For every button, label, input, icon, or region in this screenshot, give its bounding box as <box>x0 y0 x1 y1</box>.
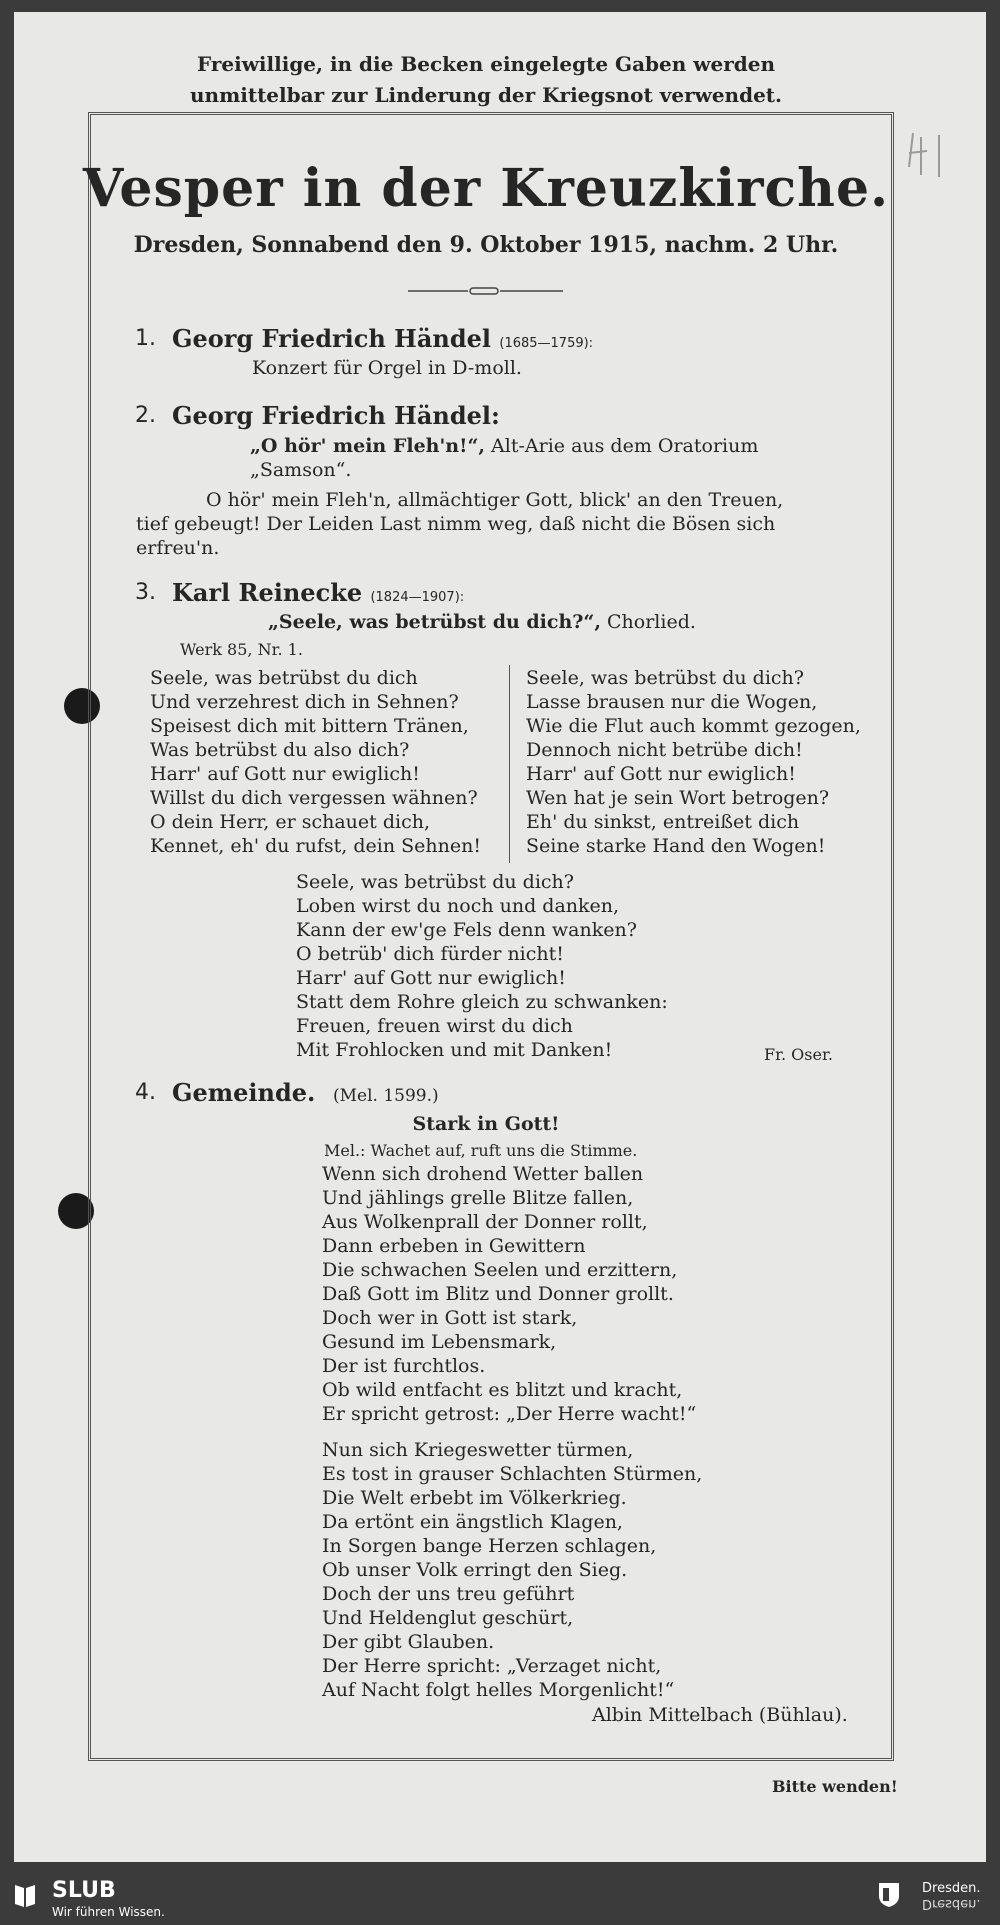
stanza-line: Speisest dich mit bittern Tränen, <box>150 715 469 737</box>
item-number: 4. <box>135 1080 156 1105</box>
stanza-line: Seele, was betrübst du dich? <box>296 871 574 893</box>
hymn-author: Albin Mittelbach (Bühlau). <box>592 1704 848 1726</box>
verse-line: Doch wer in Gott ist stark, <box>322 1307 578 1329</box>
stanza-line: O betrüb' dich fürder nicht! <box>296 943 564 965</box>
verse-line: Es tost in grauser Schlachten Stürmen, <box>322 1463 703 1485</box>
stanza-line: Seele, was betrübst du dich <box>150 667 418 689</box>
hymn-title: Stark in Gott! <box>412 1113 560 1135</box>
chorale-author: Fr. Oser. <box>764 1045 833 1064</box>
stanza-line: Eh' du sinkst, entreißet dich <box>526 811 800 833</box>
item-composer: Gemeinde. <box>172 1078 316 1107</box>
verse-line: Der ist furchtlos. <box>322 1355 486 1377</box>
stanza-line: Freuen, freuen wirst du dich <box>296 1015 573 1037</box>
item-composer: Georg Friedrich Händel: <box>172 401 500 430</box>
verse-line: Ob unser Volk erringt den Sieg. <box>322 1559 628 1581</box>
verse-line: Gesund im Lebensmark, <box>322 1331 557 1353</box>
verse-line: Da ertönt ein ängstlich Klagen, <box>322 1511 623 1533</box>
verse-line: Dann erbeben in Gewittern <box>322 1235 586 1257</box>
verse-line: In Sorgen bange Herzen schlagen, <box>322 1535 657 1557</box>
verse-line: Und Heldenglut geschürt, <box>322 1607 574 1629</box>
stanza-line: Dennoch nicht betrübe dich! <box>526 739 803 761</box>
composer-dates: (1685—1759): <box>499 336 594 351</box>
item-number: 3. <box>135 580 156 605</box>
verse-line: Wenn sich drohend Wetter ballen <box>322 1163 644 1185</box>
stanza-line: Harr' auf Gott nur ewiglich! <box>296 967 566 989</box>
verse-line: Der Herre spricht: „Verzaget nicht, <box>322 1655 662 1677</box>
page-title: Vesper in der Kreuzkirche. <box>82 158 890 219</box>
verse-line: Doch der uns treu geführt <box>322 1583 575 1605</box>
verse-line: Er spricht getrost: „Der Herre wacht!“ <box>322 1403 697 1425</box>
aria-text-line: O hör' mein Fleh'n, allmächtiger Gott, blick' an den Treuen, <box>206 489 784 511</box>
item-work-line-2: „Samson“. <box>250 459 352 481</box>
stanza-line: Wen hat je sein Wort betrogen? <box>526 787 830 809</box>
stanza-line: Willst du dich vergessen wähnen? <box>150 787 478 809</box>
column-divider <box>509 665 510 863</box>
aria-text-line: erfreu'n. <box>136 537 220 559</box>
melody-reference: (Mel. 1599.) <box>333 1086 439 1106</box>
stanza-line: Was betrübst du also dich? <box>150 739 410 761</box>
slub-tagline: Wir führen Wissen. <box>52 1905 165 1919</box>
item-composer: Georg Friedrich Händel (1685—1759): <box>172 324 594 353</box>
verse-line: Die schwachen Seelen und erzittern, <box>322 1259 678 1281</box>
stanza-line: Loben wirst du noch und danken, <box>296 895 620 917</box>
item-work: „Seele, was betrübst du dich?“, Chorlied. <box>268 611 696 633</box>
stanza-line: Lasse brausen nur die Wogen, <box>526 691 818 713</box>
stanza-line: Harr' auf Gott nur ewiglich! <box>150 763 420 785</box>
verse-line: Die Welt erbebt im Völkerkrieg. <box>322 1487 627 1509</box>
verse-line: Ob wild entfacht es blitzt und kracht, <box>322 1379 683 1401</box>
stanza-line: Seine starke Hand den Wogen! <box>526 835 826 857</box>
slub-logo[interactable]: SLUB <box>52 1878 116 1903</box>
dresden-crest-icon <box>878 1882 900 1908</box>
stanza-line: Harr' auf Gott nur ewiglich! <box>526 763 796 785</box>
item-number: 2. <box>135 403 156 428</box>
stanza-line: Kennet, eh' du rufst, dein Sehnen! <box>150 835 481 857</box>
opus-number: Werk 85, Nr. 1. <box>180 640 303 659</box>
donation-notice-line-1: Freiwillige, in die Becken eingelegte Gaben werden <box>197 52 775 76</box>
aria-text-line: tief gebeugt! Der Leiden Last nimm weg, daß nicht die Bösen sich <box>136 513 776 535</box>
page-subtitle: Dresden, Sonnabend den 9. Oktober 1915, nachm. 2 Uhr. <box>133 232 839 258</box>
turn-over-note: Bitte wenden! <box>772 1777 898 1796</box>
verse-line: Aus Wolkenprall der Donner rollt, <box>322 1211 648 1233</box>
stanza-line: Kann der ew'ge Fels denn wanken? <box>296 919 637 941</box>
verse-line: Nun sich Kriegeswetter türmen, <box>322 1439 634 1461</box>
stanza-line: Seele, was betrübst du dich? <box>526 667 804 689</box>
hymn-melody: Mel.: Wachet auf, ruft uns die Stimme. <box>324 1141 638 1160</box>
item-work: „O hör' mein Fleh'n!“, Alt-Arie aus dem Oratorium <box>250 435 759 457</box>
verse-line: Der gibt Glauben. <box>322 1631 495 1653</box>
verse-line: Daß Gott im Blitz und Donner grollt. <box>322 1283 674 1305</box>
stanza-line: Wie die Flut auch kommt gezogen, <box>526 715 861 737</box>
item-work: Konzert für Orgel in D-moll. <box>252 357 522 379</box>
stanza-line: O dein Herr, er schauet dich, <box>150 811 430 833</box>
item-number: 1. <box>135 326 156 351</box>
stanza-line: Mit Frohlocken und mit Danken! <box>296 1039 613 1061</box>
divider-ornament <box>408 286 563 296</box>
donation-notice-line-2: unmittelbar zur Linderung der Kriegsnot verwendet. <box>189 83 782 107</box>
dresden-logo[interactable]: Dresden. Dresden. <box>922 1881 981 1911</box>
slub-book-icon <box>14 1882 36 1908</box>
stanza-line: Statt dem Rohre gleich zu schwanken: <box>296 991 668 1013</box>
composer-dates: (1824—1907): <box>370 590 465 605</box>
verse-line: Und jählings grelle Blitze fallen, <box>322 1187 634 1209</box>
item-composer: Karl Reinecke (1824—1907): <box>172 578 465 607</box>
verse-line: Auf Nacht folgt helles Morgenlicht!“ <box>322 1679 675 1701</box>
stanza-line: Und verzehrest dich in Sehnen? <box>150 691 459 713</box>
